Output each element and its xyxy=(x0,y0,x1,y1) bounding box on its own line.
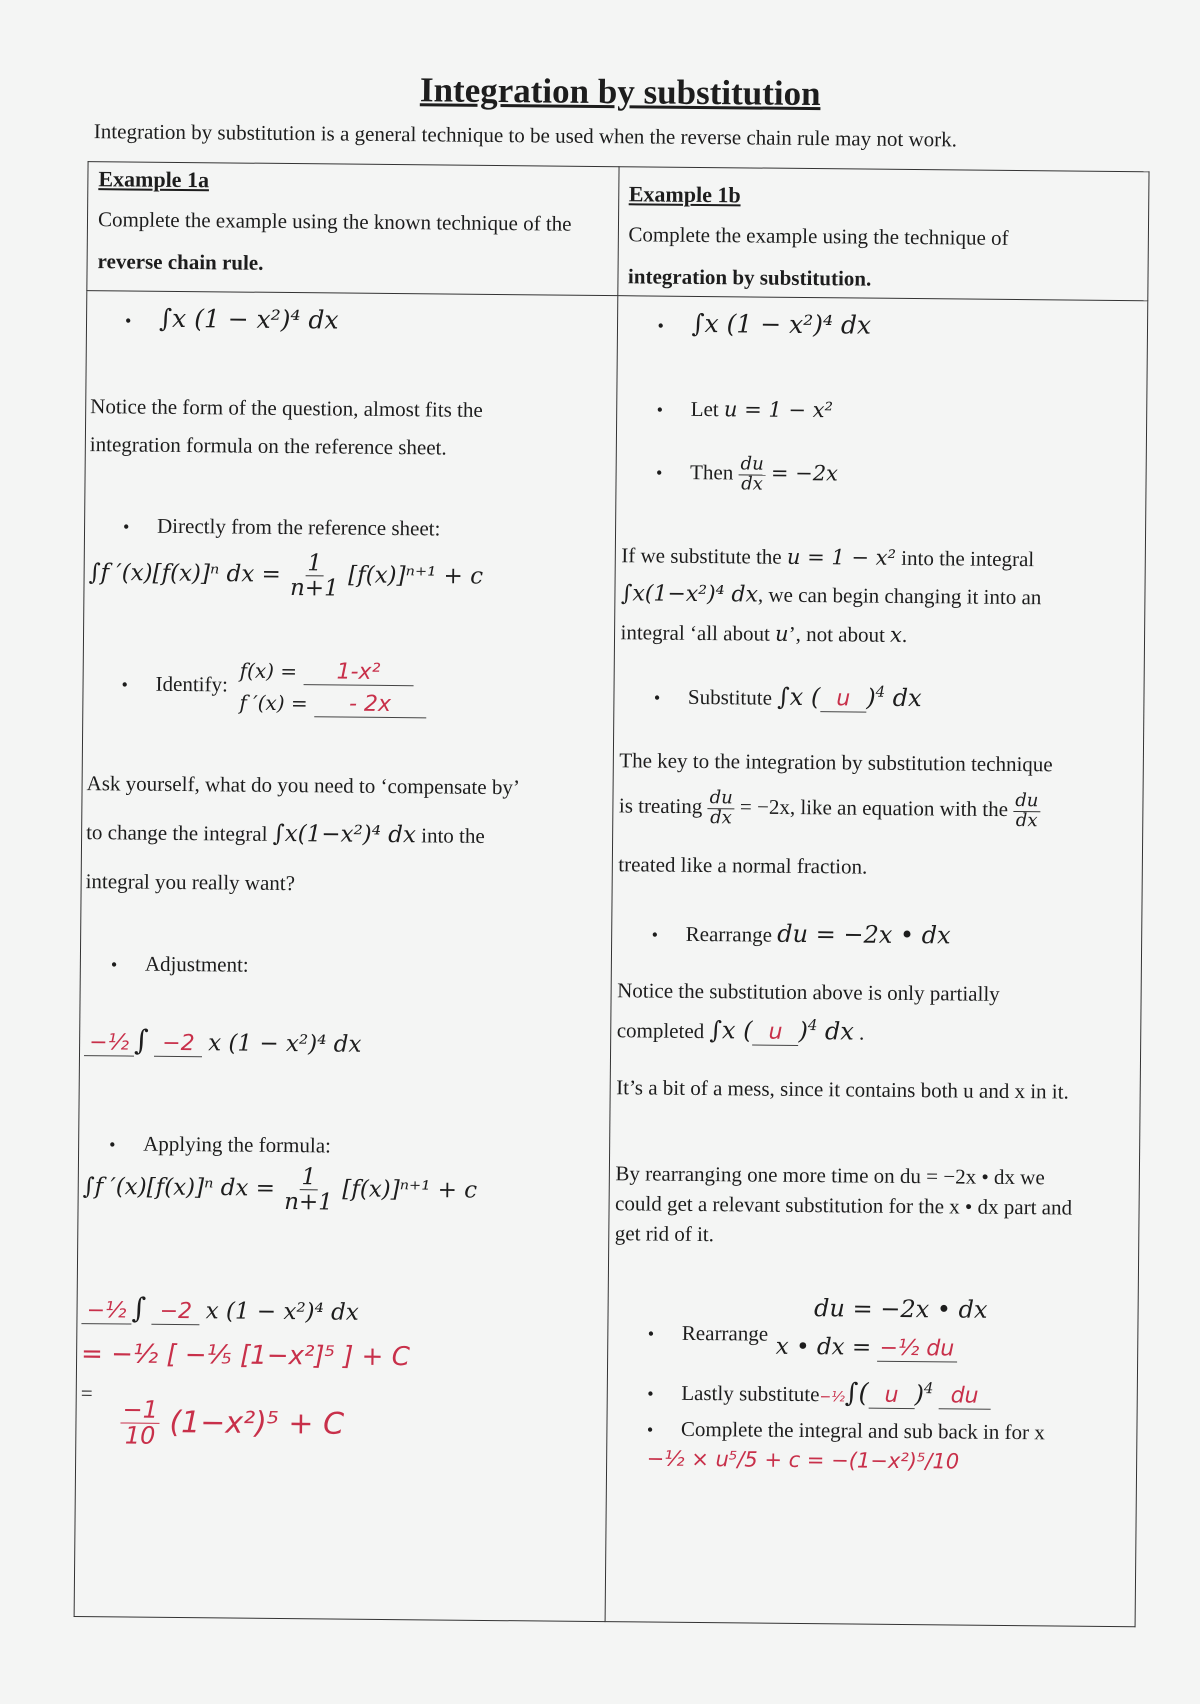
left-ask-line3: integral you really want? xyxy=(85,869,296,896)
left-directly: • Directly from the reference sheet: xyxy=(122,513,441,541)
example-1a-description xyxy=(97,198,609,287)
example-1b-header xyxy=(617,167,1149,301)
right-treating: is treating $\frac{du}{dx}$ = −2x, like an equation with the $\frac{du}{dx}$ xyxy=(618,787,1039,832)
example-1b-desc-text: Complete the example using the technique of xyxy=(628,222,1009,250)
right-partial-text: Notice the substitution above is only partially xyxy=(617,978,1000,1006)
left-integral-expr: ∫x (1 − x²)⁴ dx xyxy=(158,303,339,335)
right-lastly: • Lastly substitute−½∫( u )$^4$ du xyxy=(647,1377,991,1410)
hw-du: du xyxy=(938,1383,990,1409)
formula-lhs: ∫f ′(x)[f(x)]ⁿ dx = xyxy=(88,559,281,588)
left-directly-text: Directly from the reference sheet: xyxy=(156,513,441,541)
right-then: • Then $\frac{du}{dx}$ = −2x xyxy=(656,453,839,495)
left-work-line1: −½ ∫ −2 x (1 − x²)⁴ dx xyxy=(81,1291,359,1327)
right-rearrange2: • Rearrange xyxy=(647,1320,769,1346)
left-formula-2: ∫f ′(x)[f(x)]ⁿ dx = $\frac{1}{n+1}$ [f(x)]ⁿ⁺¹ + c xyxy=(82,1164,478,1216)
hw-lastly-coef: −½ xyxy=(819,1389,845,1406)
example-1a-body xyxy=(74,291,617,1622)
hw-xdx: −½ du xyxy=(877,1336,957,1363)
left-applying: • Applying the formula: xyxy=(109,1131,332,1158)
right-substitute-paragraph: If we substitute the u = 1 − x² into the integral ∫x(1−x²)⁴ dx, we can begin changing it into an integral ‘all about u’, not about x. xyxy=(620,543,1042,647)
example-1b-body xyxy=(605,296,1148,1627)
formula-fraction: $\frac{1}{n+1}$ xyxy=(289,550,339,602)
left-notice-text: Notice the form of the question, almost fits the integration formula on the reference sheet. xyxy=(89,394,483,460)
right-rearrange: • Rearrange du = −2x • dx xyxy=(651,919,951,950)
right-complete: • Complete the integral and sub back in for x xyxy=(646,1416,1045,1445)
then-expression: = −2x xyxy=(770,460,839,486)
identify-f-row: f(x) = 1-x² xyxy=(240,659,414,687)
hw-final-line1: = −½ [ −⅕ [1−x²]⁵ ] + C xyxy=(80,1339,410,1373)
right-xdx-row: x • dx = −½ du xyxy=(776,1334,957,1363)
example-1b-heading: Example 1b xyxy=(628,181,741,208)
adjustment-label: Adjustment: xyxy=(144,951,249,977)
left-adjustment-expr: −½ ∫ −2 x (1 − x²)⁴ dx xyxy=(84,1023,362,1059)
hw-answer-fprime: - 2x xyxy=(314,691,426,718)
right-integral-expr: ∫x (1 − x²)⁴ dx xyxy=(691,308,872,340)
right-rearrange2-expr: du = −2x • dx xyxy=(813,1294,988,1324)
hw-complete-answer: −½ × u⁵/5 + c = −(1−x²)⁵/10 xyxy=(646,1446,960,1474)
right-rearranging-text: By rearranging one more time on du = −2x • dx we could get a relevant substitution for the x • dx part and get rid of it. xyxy=(614,1161,1073,1247)
right-substitute: • Substitute ∫x ( u )$^4$ dx xyxy=(653,682,922,713)
page-title: Integration by substitution xyxy=(419,70,821,114)
left-ask-line1: Ask yourself, what do you need to ‘compensate by’ xyxy=(86,771,521,800)
left-equals: = xyxy=(80,1381,93,1406)
hw-final-line2: $\frac{-1}{10}$ (1−x²)⁵ + C xyxy=(120,1397,344,1451)
right-completed: completed ∫x ( u )$^4$ dx . xyxy=(616,1016,865,1046)
left-identify: • Identify: xyxy=(121,671,228,697)
examples-table xyxy=(74,161,1150,1627)
hw-substitute-u: u xyxy=(820,686,866,712)
ask-integral: ∫x(1−x²)⁴ dx xyxy=(272,820,417,849)
left-adjustment: • Adjustment: xyxy=(110,951,249,977)
applying-label: Applying the formula: xyxy=(143,1131,332,1158)
right-key-text: The key to the integration by substitution technique xyxy=(619,748,1053,777)
hw-adjust-inner: −2 xyxy=(154,1031,202,1057)
intro-text: Integration by substitution is a general technique to be used when the reverse chain rule may not work. xyxy=(93,119,958,152)
right-integral: • ∫x (1 − x²)⁴ dx xyxy=(657,308,872,340)
formula-rhs: [f(x)]ⁿ⁺¹ + c xyxy=(348,562,484,590)
example-1b-desc-bold: integration by substitution. xyxy=(627,264,872,291)
right-treated-text: treated like a normal fraction. xyxy=(618,852,868,879)
right-mess-text: It’s a bit of a mess, since it contains both u and x in it. xyxy=(616,1075,1069,1104)
identify-label: Identify: xyxy=(155,671,228,697)
adjust-tail: x (1 − x²)⁴ dx xyxy=(208,1030,362,1058)
rearrange-expression: du = −2x • dx xyxy=(777,919,951,950)
example-1b-description xyxy=(628,213,1140,302)
left-ask-line2: to change the integral ∫x(1−x²)⁴ dx into the xyxy=(86,820,485,849)
left-formula-1 xyxy=(88,549,483,602)
example-1a-header xyxy=(87,162,619,296)
left-integral: • ∫x (1 − x²)⁴ dx xyxy=(124,303,339,335)
example-1a-desc-text: Complete the example using the known technique of the xyxy=(97,207,572,236)
hw-answer-f: 1-x² xyxy=(303,659,413,686)
let-expression: u = 1 − x² xyxy=(723,397,834,423)
identify-fprime-row: f ′(x) = - 2x xyxy=(239,691,426,719)
hw-adjust-outer: −½ xyxy=(84,1030,134,1056)
right-let: • Let u = 1 − x² xyxy=(656,396,834,423)
example-1a-desc-bold: reverse chain rule. xyxy=(97,249,264,275)
example-1a-heading: Example 1a xyxy=(98,166,210,193)
